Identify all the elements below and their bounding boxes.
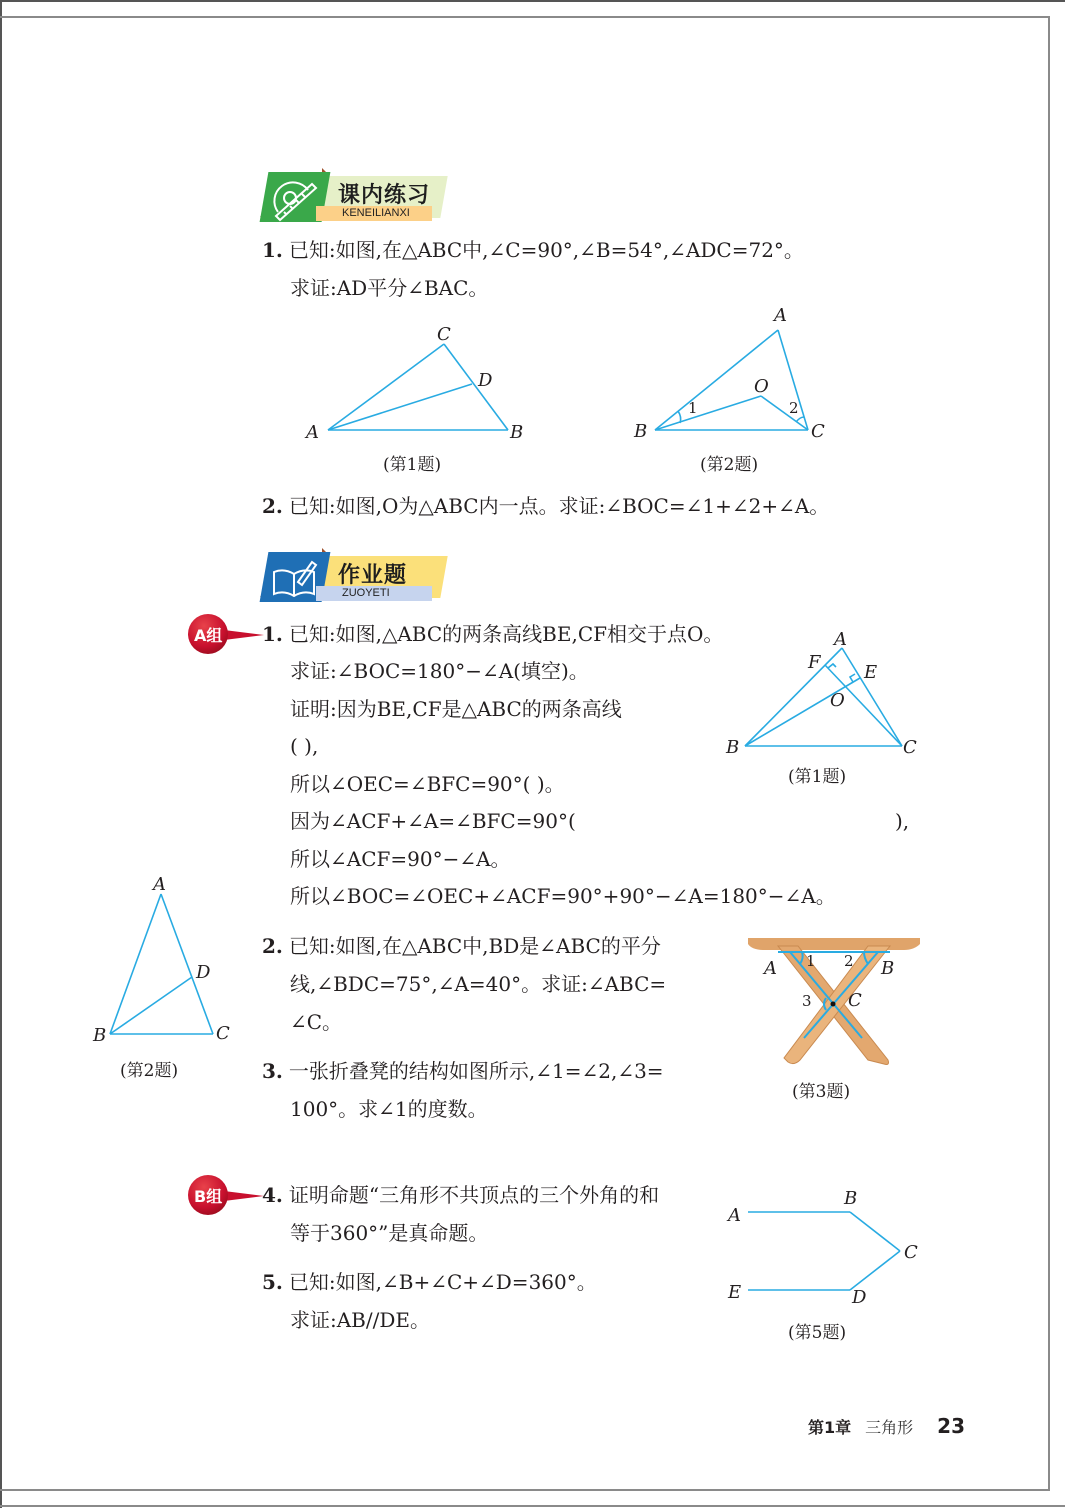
segment-CD bbox=[850, 1251, 900, 1290]
fill-blank-line: ( ), bbox=[290, 734, 319, 758]
inner-border-top bbox=[0, 16, 1050, 18]
item-number: 2. bbox=[262, 934, 283, 958]
fill-blank-line: 因为∠ACF+∠A=∠BFC=90°( bbox=[290, 809, 576, 833]
group-b-badge bbox=[188, 1175, 268, 1215]
badge-label: B组 bbox=[194, 1187, 223, 1206]
item-text: 已知:如图,∠B+∠C+∠D=360°。 bbox=[288, 1270, 597, 1294]
label-A: A bbox=[153, 874, 166, 895]
chapter-title: 三角形 bbox=[865, 1418, 914, 1437]
homework-item-3 bbox=[262, 1059, 664, 1083]
page-number: 23 bbox=[937, 1414, 965, 1438]
figure-caption: (第5题) bbox=[788, 1323, 847, 1343]
item-text: 已知:如图,在△ABC中,∠C=90°,∠B=54°,∠ADC=72°。 bbox=[288, 238, 804, 262]
label-E: E bbox=[864, 662, 878, 683]
figure-caption: (第1题) bbox=[383, 455, 442, 475]
label-D: D bbox=[852, 1287, 867, 1308]
label-O: O bbox=[754, 376, 769, 397]
fill-blank-close: ), bbox=[895, 809, 910, 833]
page-border-bottom bbox=[0, 1505, 1065, 1507]
angle-2-arc bbox=[796, 417, 804, 422]
item-number: 3. bbox=[262, 1059, 283, 1083]
item-text: 已知:如图,在△ABC中,BD是∠ABC的平分 bbox=[288, 934, 661, 958]
page-footer bbox=[808, 1414, 965, 1438]
label-A: A bbox=[764, 958, 777, 979]
badge-pointer bbox=[224, 1191, 264, 1201]
stool-wood bbox=[748, 938, 920, 1065]
inner-border-right bbox=[1048, 16, 1050, 1490]
item-text: 已知:如图,O为△ABC内一点。求证:∠BOC=∠1+∠2+∠A。 bbox=[288, 494, 830, 518]
homework-item-2 bbox=[262, 934, 661, 958]
figure-caption: (第3题) bbox=[792, 1082, 851, 1102]
item-number: 1. bbox=[262, 238, 283, 262]
label-C: C bbox=[216, 1023, 230, 1044]
segment-BD bbox=[110, 977, 192, 1034]
label-B: B bbox=[510, 422, 524, 443]
item-line: 100°。求∠1的度数。 bbox=[290, 1097, 488, 1121]
label-angle-3: 3 bbox=[802, 992, 812, 1010]
hinge-point-C bbox=[831, 1002, 836, 1007]
practice-item-1 bbox=[262, 238, 804, 262]
item-line: ∠C。 bbox=[290, 1010, 343, 1034]
segment-AD bbox=[328, 384, 472, 430]
homework-figure-2 bbox=[88, 872, 248, 1052]
segment-AC bbox=[328, 344, 444, 430]
item-line: 所以∠BOC=∠OEC+∠ACF=90°+90°−∠A=180°−∠A。 bbox=[290, 884, 836, 908]
label-B: B bbox=[634, 421, 648, 442]
item-line: 求证:AB//DE。 bbox=[290, 1308, 430, 1332]
segment-AB bbox=[110, 894, 161, 1034]
item-text: 证明命题“三角形不共顶点的三个外角的和 bbox=[288, 1183, 660, 1207]
practice-item-1-line-2: 求证:AD平分∠BAC。 bbox=[290, 276, 489, 300]
item-number: 4. bbox=[262, 1183, 283, 1207]
label-B: B bbox=[93, 1025, 107, 1046]
label-angle-2: 2 bbox=[789, 399, 799, 417]
label-C: C bbox=[811, 421, 825, 442]
banner-subtitle: KENEILIANXI bbox=[316, 206, 432, 221]
item-line: 线,∠BDC=75°,∠A=40°。求证:∠ABC= bbox=[290, 972, 667, 996]
label-A: A bbox=[834, 629, 847, 650]
label-E: E bbox=[728, 1282, 742, 1303]
homework-item-1 bbox=[262, 622, 723, 646]
fill-blank-line: 所以∠OEC=∠BFC=90°( )。 bbox=[290, 772, 565, 796]
item-line: 证明:因为BE,CF是△ABC的两条高线 bbox=[290, 697, 622, 721]
badge-label: A组 bbox=[194, 626, 223, 645]
homework-item-5 bbox=[262, 1270, 597, 1294]
page-border-left bbox=[0, 0, 2, 1508]
label-A: A bbox=[728, 1205, 741, 1226]
item-line: 求证:∠BOC=180°−∠A(填空)。 bbox=[290, 659, 589, 683]
homework-figure-1 bbox=[722, 626, 922, 761]
figure-caption: (第2题) bbox=[120, 1061, 179, 1081]
segment-BC bbox=[850, 1212, 900, 1251]
label-A: A bbox=[306, 422, 319, 443]
banner-title: 课内练习 bbox=[338, 183, 431, 208]
label-D: D bbox=[478, 370, 493, 391]
label-C: C bbox=[848, 990, 862, 1011]
label-C: C bbox=[437, 324, 451, 345]
label-A: A bbox=[774, 305, 787, 326]
segment-CB bbox=[444, 344, 508, 430]
label-O: O bbox=[830, 690, 845, 711]
homework-item-4 bbox=[262, 1183, 659, 1207]
label-B: B bbox=[726, 737, 740, 758]
angle-1-arc bbox=[678, 411, 681, 423]
label-B: B bbox=[844, 1188, 858, 1209]
homework-figure-5 bbox=[724, 1185, 924, 1310]
label-angle-1: 1 bbox=[688, 399, 698, 417]
label-C: C bbox=[904, 1242, 918, 1263]
item-text: 已知:如图,△ABC的两条高线BE,CF相交于点O。 bbox=[288, 622, 724, 646]
banner-subtitle: ZUOYETI bbox=[316, 586, 432, 601]
item-number: 5. bbox=[262, 1270, 283, 1294]
label-angle-2: 2 bbox=[844, 952, 854, 970]
item-line: 等于360°”是真命题。 bbox=[290, 1221, 489, 1245]
folding-stool-figure bbox=[744, 934, 924, 1074]
practice-item-2 bbox=[262, 494, 829, 518]
page-border-top bbox=[0, 0, 1065, 2]
label-C: C bbox=[903, 737, 917, 758]
item-text: 一张折叠凳的结构如图所示,∠1=∠2,∠3= bbox=[288, 1059, 664, 1083]
right-angle-F bbox=[828, 664, 836, 668]
segment-BO bbox=[655, 396, 761, 430]
inner-border-bottom bbox=[0, 1489, 1050, 1491]
segment-OC bbox=[761, 396, 808, 430]
homework-section-banner bbox=[258, 548, 448, 603]
chapter-number: 第1章 bbox=[808, 1418, 852, 1437]
group-a-badge bbox=[188, 614, 268, 654]
label-angle-1: 1 bbox=[806, 952, 816, 970]
badge-pointer bbox=[224, 630, 264, 640]
label-B: B bbox=[881, 958, 895, 979]
item-number: 2. bbox=[262, 494, 283, 518]
figure-caption: (第2题) bbox=[700, 455, 759, 475]
item-line: 所以∠ACF=90°−∠A。 bbox=[290, 847, 511, 871]
practice-section-banner bbox=[258, 168, 448, 223]
label-F: F bbox=[808, 652, 821, 673]
banner-title: 作业题 bbox=[338, 563, 408, 588]
figure-caption: (第1题) bbox=[788, 767, 847, 787]
label-D: D bbox=[196, 962, 211, 983]
item-number: 1. bbox=[262, 622, 283, 646]
practice-figure-1 bbox=[300, 320, 540, 445]
practice-figure-2 bbox=[630, 305, 830, 445]
